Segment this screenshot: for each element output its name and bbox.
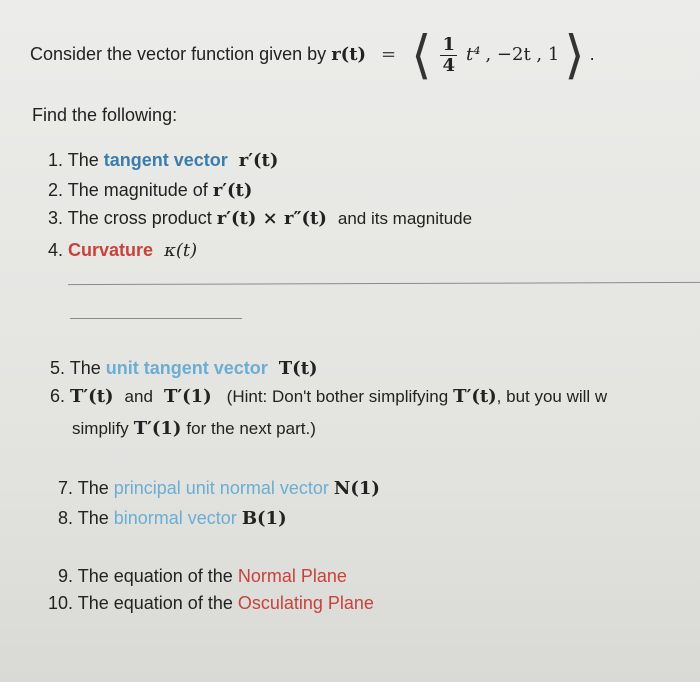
list-item-10 (48, 593, 374, 614)
item-number: 3. (48, 208, 64, 228)
item-highlight: Normal Plane (237, 566, 347, 586)
item-number: 2. (48, 180, 64, 200)
item-math: N(1) (333, 478, 380, 499)
item-text: The (77, 508, 109, 528)
item-text: The equation of the (77, 593, 233, 613)
list-item-4 (48, 240, 197, 261)
item-number: 7. (58, 478, 74, 498)
item-hint: (Hint: Don't bother simplifying (226, 387, 449, 406)
item-highlight: unit tangent vector (105, 358, 268, 378)
intro-function: r(t) (331, 44, 367, 65)
item-highlight: tangent vector (103, 150, 228, 170)
item-math: r′(t) (238, 150, 279, 171)
fraction-numerator: 1 (442, 33, 455, 55)
equals-sign: = (381, 44, 397, 65)
list-item-6-continued (72, 418, 316, 439)
item-hint-tail: , but you will w (496, 387, 608, 406)
intro-text: Consider the vector function given by (30, 44, 327, 64)
item-math: T′(t) (70, 386, 114, 407)
item-math: r′(t) (212, 180, 253, 201)
left-angle-bracket: ⟨ (411, 25, 432, 86)
item-math: T(t) (278, 358, 318, 379)
item-number: 8. (58, 508, 74, 528)
right-angle-bracket: ⟩ (564, 25, 585, 86)
item-text: The (77, 478, 109, 498)
item-text: The equation of the (77, 566, 233, 586)
item-text: The (67, 150, 99, 170)
item-number: 9. (58, 566, 74, 586)
item-text: The (69, 358, 101, 378)
find-heading: Find the following: (32, 105, 178, 125)
item-post: for the next part.) (186, 419, 316, 438)
intro-line (30, 25, 595, 86)
item-text: The magnitude of (67, 180, 208, 200)
item-highlight: Curvature (68, 240, 154, 260)
list-item-3 (48, 208, 472, 229)
item-highlight: principal unit normal vector (113, 478, 329, 498)
item-and: and (124, 387, 153, 406)
item-number: 5. (50, 358, 66, 378)
item-post: and its magnitude (337, 209, 473, 228)
list-item-8 (58, 508, 287, 529)
fraction-denominator: 4 (442, 54, 455, 76)
item-math-2: T′(1) (163, 386, 212, 407)
item-number: 10. (48, 593, 74, 613)
component-rest: , −2t , 1 (485, 44, 560, 65)
list-item-7 (58, 478, 380, 499)
intro-period: . (589, 44, 595, 64)
list-item-2 (48, 180, 252, 201)
item-math: B(1) (241, 508, 287, 529)
item-math: r′(t) × r″(t) (216, 208, 327, 229)
list-item-5 (50, 358, 318, 379)
component-1-tail: t⁴ (466, 44, 481, 65)
item-highlight: binormal vector (113, 508, 237, 528)
item-text: The cross product (67, 208, 212, 228)
answer-line-long (68, 282, 700, 285)
list-item-9 (58, 566, 347, 587)
answer-line-short (70, 318, 242, 319)
item-math: T′(1) (133, 418, 182, 439)
list-item-1 (48, 150, 278, 171)
item-hint-math: T′(t) (453, 386, 497, 407)
item-text: simplify (72, 419, 129, 438)
item-number: 6. (50, 386, 66, 406)
item-highlight: Osculating Plane (237, 593, 374, 613)
item-math: κ(t) (164, 240, 198, 261)
item-number: 4. (48, 240, 64, 260)
list-item-6 (50, 386, 607, 407)
item-number: 1. (48, 150, 64, 170)
fraction (440, 35, 457, 76)
